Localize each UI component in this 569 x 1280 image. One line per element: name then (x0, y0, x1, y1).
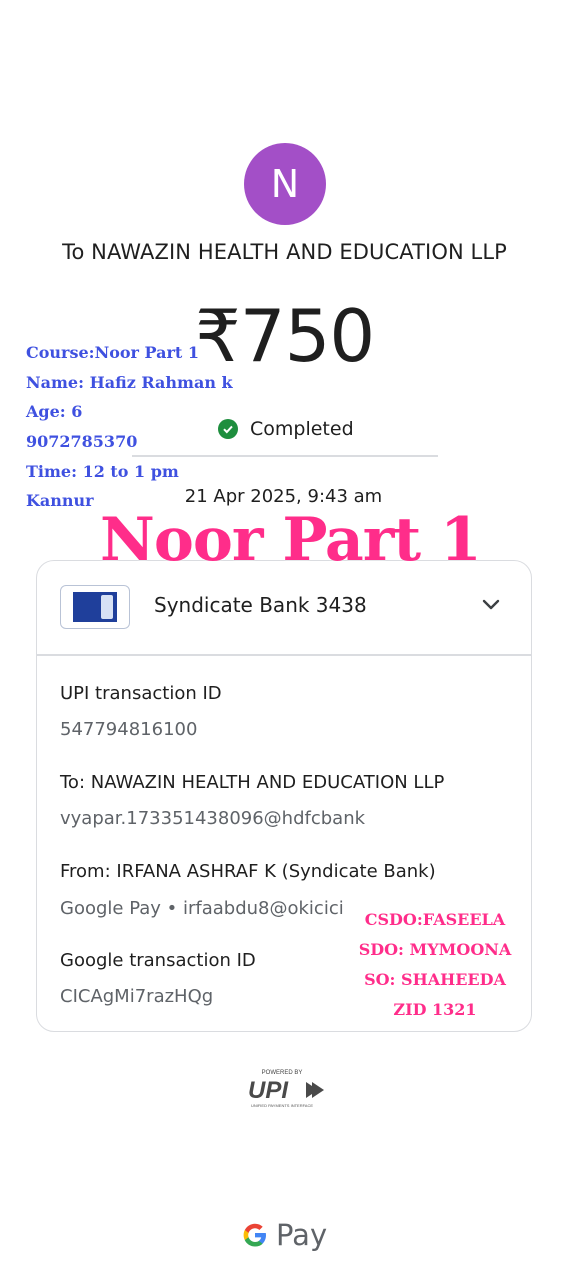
bank-account-name: Syndicate Bank 3438 (154, 593, 367, 617)
google-transaction-id-label: Google transaction ID (60, 950, 256, 971)
svg-text:POWERED BY: POWERED BY (261, 1070, 303, 1076)
to-label: To: NAWAZIN HEALTH AND EDUCATION LLP (60, 772, 445, 793)
card-divider (37, 654, 531, 656)
transaction-datetime: 21 Apr 2025, 9:43 am (184, 486, 383, 507)
overlay-course-title: Noor Part 1 (100, 505, 481, 575)
bank-logo (60, 585, 130, 629)
status-row (218, 418, 354, 440)
svg-text:UPI: UPI (248, 1077, 289, 1104)
gpay-text: Pay (276, 1218, 328, 1252)
stamp-zid: ZID 1321 (393, 1000, 477, 1019)
payee-avatar: N (244, 143, 326, 225)
note-place: Kannur (26, 491, 94, 510)
status-label: Completed (250, 418, 354, 440)
note-age: Age: 6 (26, 402, 83, 421)
google-pay-logo (240, 1218, 327, 1252)
svg-text:UNIFIED PAYMENTS INTERFACE: UNIFIED PAYMENTS INTERFACE (250, 1103, 314, 1108)
check-circle-icon (218, 419, 238, 439)
stamp-csdo: CSDO:FASEELA (364, 910, 506, 929)
to-upi-id[interactable]: vyapar.173351438096@hdfcbank (60, 808, 366, 829)
upi-transaction-id-value[interactable]: 547794816100 (60, 719, 198, 740)
upi-logo (246, 1068, 326, 1110)
note-name: Name: Hafiz Rahman k (26, 373, 233, 392)
note-phone: 9072785370 (26, 432, 138, 451)
upi-transaction-id-label: UPI transaction ID (60, 683, 222, 704)
google-transaction-id-value[interactable]: CICAgMi7razHQg (60, 986, 214, 1007)
status-divider (132, 455, 438, 457)
from-upi-id[interactable]: Google Pay • irfaabdu8@okicici (60, 898, 344, 919)
stamp-so: SO: SHAHEEDA (364, 970, 506, 989)
google-g-icon (240, 1220, 270, 1250)
payee-title: To NAWAZIN HEALTH AND EDUCATION LLP (62, 240, 507, 264)
from-label: From: IRFANA ASHRAF K (Syndicate Bank) (60, 861, 436, 882)
payment-amount: ₹750 (195, 294, 375, 378)
note-course: Course:Noor Part 1 (26, 343, 200, 362)
chevron-down-icon[interactable] (480, 594, 502, 616)
note-time: Time: 12 to 1 pm (26, 462, 179, 481)
stamp-sdo: SDO: MYMOONA (358, 940, 512, 959)
